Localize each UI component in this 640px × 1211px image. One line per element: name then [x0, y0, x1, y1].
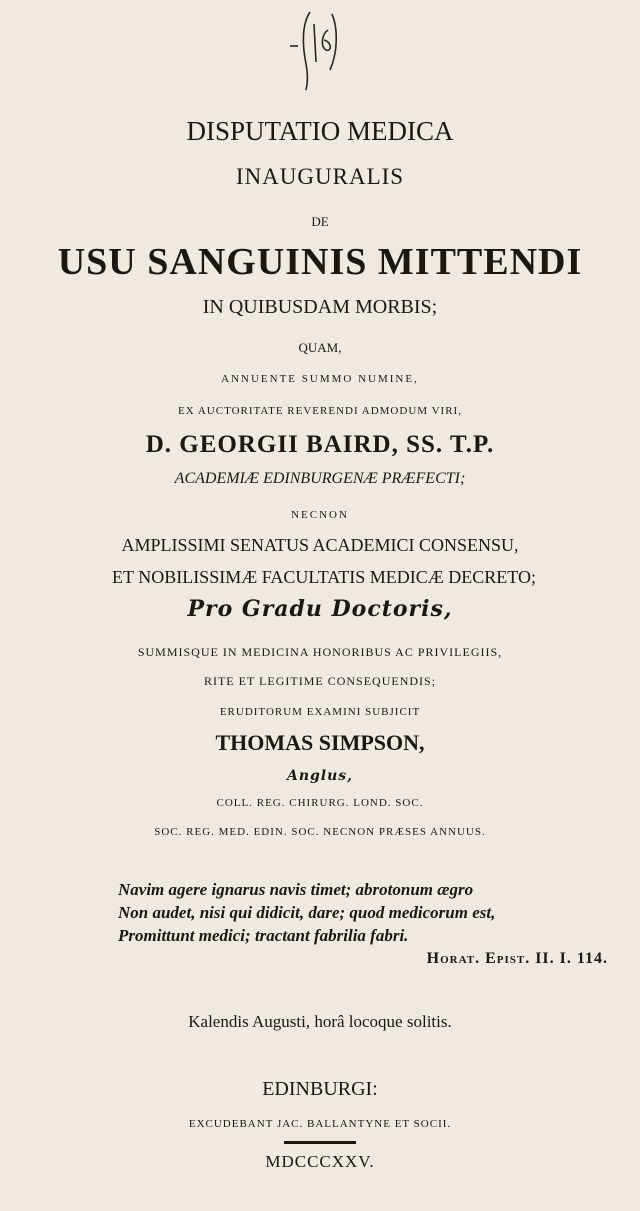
baird-line: D. GEORGII BAIRD, SS. T.P.	[145, 431, 495, 458]
quote-line-2: Non audet, nisi qui didicit, dare; quod medicorum est,	[118, 903, 496, 922]
handwritten-mark	[272, 4, 352, 94]
facultatis-line: ET NOBILISSIMÆ FACULTATIS MEDICÆ DECRETO;	[112, 567, 536, 587]
anglus-line: Anglus,	[286, 768, 354, 784]
quote-line-3: Promittunt medici; tractant fabrilia fabri.	[118, 926, 409, 945]
imprint-rule	[284, 1141, 356, 1144]
title-line-2: INAUGURALIS	[235, 164, 405, 189]
academiae-line: ACADEMIÆ EDINBURGENÆ PRÆFECTI;	[174, 470, 466, 487]
de-line: DE	[311, 214, 329, 229]
rite-line: RITE ET LEGITIME CONSEQUENDIS;	[203, 674, 437, 688]
imprint-printer: EXCUDEBANT JAC. BALLANTYNE ET SOCII.	[188, 1118, 452, 1130]
title-line-1: DISPUTATIO MEDICA	[186, 116, 454, 146]
quam-line: QUAM,	[298, 340, 342, 355]
senatus-line: AMPLISSIMI SENATUS ACADEMICI CONSENSU,	[121, 535, 519, 555]
auctoritate-line: EX AUCTORITATE REVERENDI ADMODUM VIRI,	[178, 405, 462, 417]
eruditorum-line: ERUDITORUM EXAMINI SUBJICIT	[219, 706, 421, 718]
subtitle: IN QUIBUSDAM MORBIS;	[202, 296, 438, 318]
necnon-line: NECNON	[291, 509, 349, 521]
author-name: THOMAS SIMPSON,	[215, 730, 425, 755]
date-line: Kalendis Augusti, horâ locoque solitis.	[188, 1012, 452, 1031]
soc-line: SOC. REG. MED. EDIN. SOC. NECNON PRÆSES ANNUUS.	[154, 826, 486, 838]
imprint-year: MDCCCXXV.	[265, 1152, 375, 1171]
quote-line-1: Navim agere ignarus navis timet; abrotonum ægro	[118, 880, 474, 899]
imprint-city: EDINBURGI:	[262, 1078, 378, 1100]
annuente-line: ANNUENTE SUMMO NUMINE,	[221, 373, 419, 385]
coll-line: COLL. REG. CHIRURG. LOND. SOC.	[216, 797, 424, 809]
summisque-line: SUMMISQUE IN MEDICINA HONORIBUS AC PRIVILEGIIS,	[137, 645, 503, 659]
pro-gradu-line: Pro Gradu Doctoris,	[187, 596, 453, 622]
quote-attribution: Horat. Epist. II. I. 114.	[426, 950, 608, 967]
main-title: USU SANGUINIS MITTENDI	[57, 241, 583, 283]
